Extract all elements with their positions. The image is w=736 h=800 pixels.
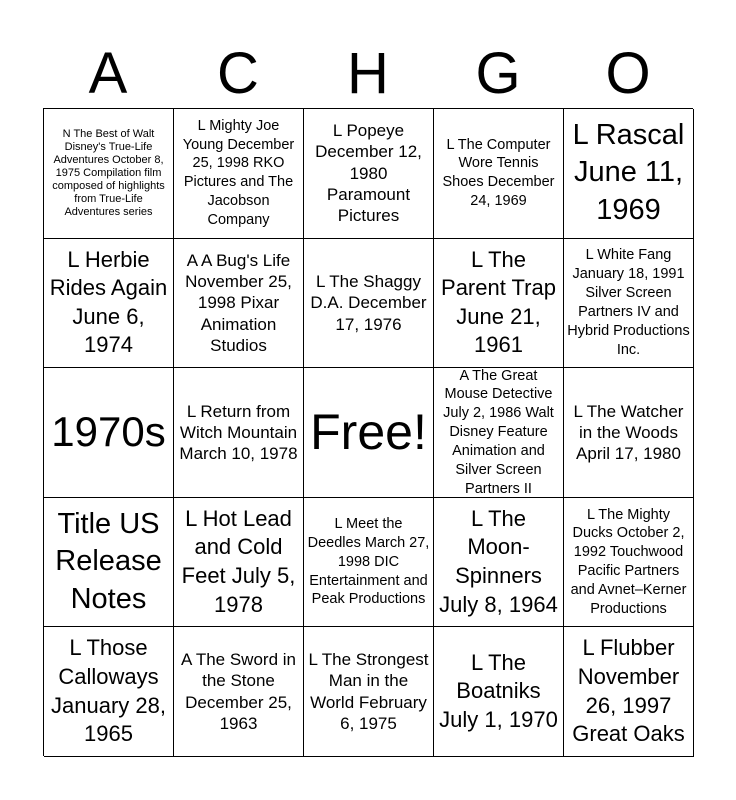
bingo-cell-r2c3[interactable]: L The Shaggy D.A. December 17, 1976 [304, 239, 434, 369]
bingo-cell-r2c2[interactable]: A A Bug's Life November 25, 1998 Pixar Animation Studios [174, 239, 304, 369]
bingo-cell-r5c4[interactable]: L The Boatniks July 1, 1970 [434, 627, 564, 757]
bingo-cell-r3c5[interactable]: L The Watcher in the Woods April 17, 1980 [564, 368, 694, 498]
bingo-cell-r2c5[interactable]: L White Fang January 18, 1991 Silver Screen Partners IV and Hybrid Productions Inc. [564, 239, 694, 369]
bingo-cell-r4c4[interactable]: L The Moon-Spinners July 8, 1964 [434, 498, 564, 628]
bingo-cell-r1c1[interactable]: N The Best of Walt Disney's True-Life Adventures October 8, 1975 Compilation film composed of highlights from True-Life Adventures series [44, 109, 174, 239]
bingo-cell-r2c4[interactable]: L The Parent Trap June 21, 1961 [434, 239, 564, 369]
bingo-cell-r5c1[interactable]: L Those Calloways January 28, 1965 [44, 627, 174, 757]
header-letter-5: O [605, 41, 651, 106]
bingo-cell-r5c2[interactable]: A The Sword in the Stone December 25, 1963 [174, 627, 304, 757]
bingo-header [43, 40, 693, 108]
bingo-cell-r1c4[interactable]: L The Computer Wore Tennis Shoes December 24, 1969 [434, 109, 564, 239]
header-letter-2: C [217, 41, 259, 106]
bingo-cell-r2c1[interactable]: L Herbie Rides Again June 6, 1974 [44, 239, 174, 369]
header-letter-4: G [475, 41, 521, 106]
bingo-cell-r5c5[interactable]: L Flubber November 26, 1997 Great Oaks [564, 627, 694, 757]
bingo-cell-r4c5[interactable]: L The Mighty Ducks October 2, 1992 Touchwood Pacific Partners and Avnet–Kerner Productions [564, 498, 694, 628]
bingo-cell-r1c3[interactable]: L Popeye December 12, 1980 Paramount Pictures [304, 109, 434, 239]
bingo-cell-r4c3[interactable]: L Meet the Deedles March 27, 1998 DIC Entertainment and Peak Productions [304, 498, 434, 628]
bingo-cell-r1c2[interactable]: L Mighty Joe Young December 25, 1998 RKO Pictures and The Jacobson Company [174, 109, 304, 239]
bingo-cell-r5c3[interactable]: L The Strongest Man in the World February 6, 1975 [304, 627, 434, 757]
bingo-cell-r3c1[interactable]: 1970s [44, 368, 174, 498]
header-letter-3: H [347, 41, 389, 106]
bingo-cell-r3c4[interactable]: A The Great Mouse Detective July 2, 1986 Walt Disney Feature Animation and Silver Screen Partners II [434, 368, 564, 498]
bingo-cell-r4c1[interactable]: Title US Release Notes [44, 498, 174, 628]
bingo-cell-r1c5[interactable]: L Rascal June 11, 1969 [564, 109, 694, 239]
header-letter-1: A [88, 41, 128, 106]
bingo-cell-r3c2[interactable]: L Return from Witch Mountain March 10, 1978 [174, 368, 304, 498]
bingo-cell-r4c2[interactable]: L Hot Lead and Cold Feet July 5, 1978 [174, 498, 304, 628]
bingo-grid [43, 108, 693, 756]
free-space-cell[interactable]: Free! [304, 368, 434, 498]
